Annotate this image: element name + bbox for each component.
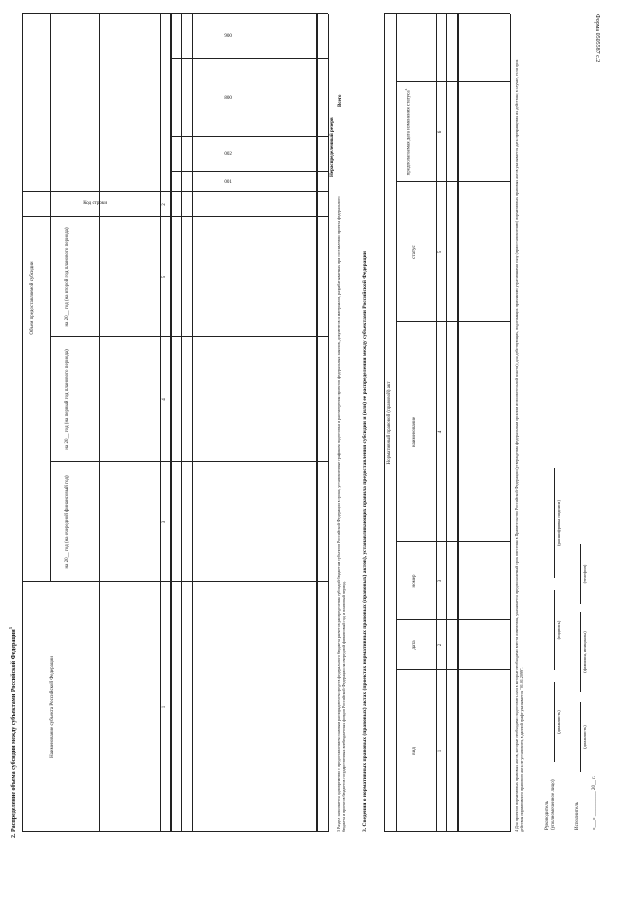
row-code: 001 bbox=[224, 179, 232, 185]
col-number: 4 bbox=[162, 398, 167, 401]
s3-col-number: 4 bbox=[438, 430, 443, 434]
col-vid: вид bbox=[412, 747, 417, 755]
section2-title: 2. Распределение объема субсидии между субъектами Российской Федерации$^3$ bbox=[8, 627, 17, 838]
exec-position-label: (должность) bbox=[582, 725, 587, 749]
col-number: 3 bbox=[162, 520, 167, 524]
head-label: Руководитель (уполномоченное лицо) bbox=[545, 779, 557, 830]
reserve-code: 800 bbox=[224, 95, 232, 101]
rotated-form-page bbox=[0, 12, 600, 902]
s3-col-number: 2 bbox=[438, 643, 443, 647]
section3-title: 3. Сведения о нормативных правовых (правовых) актах (проектах нормативных правовых (правовых) актов), устанавливающих правила предоставления субсидии и (или) ее распределения между субъектами Российской Федерации bbox=[362, 251, 368, 832]
phone-label: (телефон) bbox=[582, 564, 587, 584]
name-label: (расшифровка подписи) bbox=[556, 500, 561, 546]
s3-col-number: 5 bbox=[438, 250, 443, 254]
footnote-4: 4 Для проектов нормативных правовых актов, которые необходимо подготовить или в которые необходимо внести изменения, указывается предполагаемый срок внесения в Правительство Российской Федерации (утверждения федеральным органом исполнительной власти); для действующих, подлежащих признанию утратившими силу (приостановлению) нормативных правовых актов указывается дата прекращения их действия; в случае, если срок действия нормативного правового акта не установлен, в данной графе указывается "01.01.2099". bbox=[514, 59, 525, 832]
col-name-header: Наименование субъекта Российской Федерации bbox=[50, 656, 55, 758]
col-name: наименование bbox=[412, 416, 417, 448]
col-status: статус bbox=[412, 245, 417, 259]
exec-name-label: (фамилия, инициалы) bbox=[582, 631, 587, 673]
total-label: Всего bbox=[338, 94, 343, 107]
col-date-planned: предполагаемая дата изменения статуса$^4$ bbox=[404, 88, 412, 176]
col-number: 2 bbox=[162, 203, 167, 206]
executor-label: Исполнитель bbox=[575, 802, 580, 830]
position-label: (должность) bbox=[556, 710, 561, 734]
total-code: 900 bbox=[224, 33, 232, 39]
s3-col-number: 1 bbox=[438, 749, 443, 753]
col4-header: на 20__ год (на первый год планового периода) bbox=[65, 349, 70, 450]
s3-col-number: 3 bbox=[438, 579, 443, 583]
volume-header: Объем предоставляемой субсидии bbox=[30, 261, 35, 335]
col-number: 5 bbox=[162, 275, 167, 279]
date-field: «___» __________ 20__ г. bbox=[592, 776, 597, 830]
col-date: дата bbox=[412, 640, 417, 650]
s3-col-number: 6 bbox=[438, 130, 443, 134]
col-code-header: Код строки bbox=[83, 200, 108, 206]
col5-header: на 20__ год (на второй год планового периода) bbox=[65, 227, 70, 327]
form-code: Форма 0505587 с.2 bbox=[594, 14, 600, 63]
reserve-label: Нераспределенный резерв bbox=[330, 117, 335, 177]
footnote-3: 3 Раздел заполняется одновременно с предоставлением главным распорядителем средств федерального бюджета расчетов распределения субсидий бюджетам субъектов Российской Федерации в сроки, установленные графиком подготовки и рассмотрения проектов федеральных законов, документов и материалов, разрабатываемых при составлении проекта федерального бюджета и проектов бюджетов государственных внебюджетных фондов Российской Федерации на очередной финансовый год и плановый период. bbox=[336, 196, 347, 832]
col-number: 1 bbox=[162, 705, 167, 709]
signature-label: (подпись) bbox=[556, 620, 561, 640]
row-code: 002 bbox=[224, 151, 232, 157]
normative-act-header: Нормативный правовой (правовой) акт bbox=[387, 381, 392, 465]
col3-header: на 20__ год (на очередной финансовый год) bbox=[65, 475, 70, 569]
col-number: номер bbox=[412, 574, 417, 588]
